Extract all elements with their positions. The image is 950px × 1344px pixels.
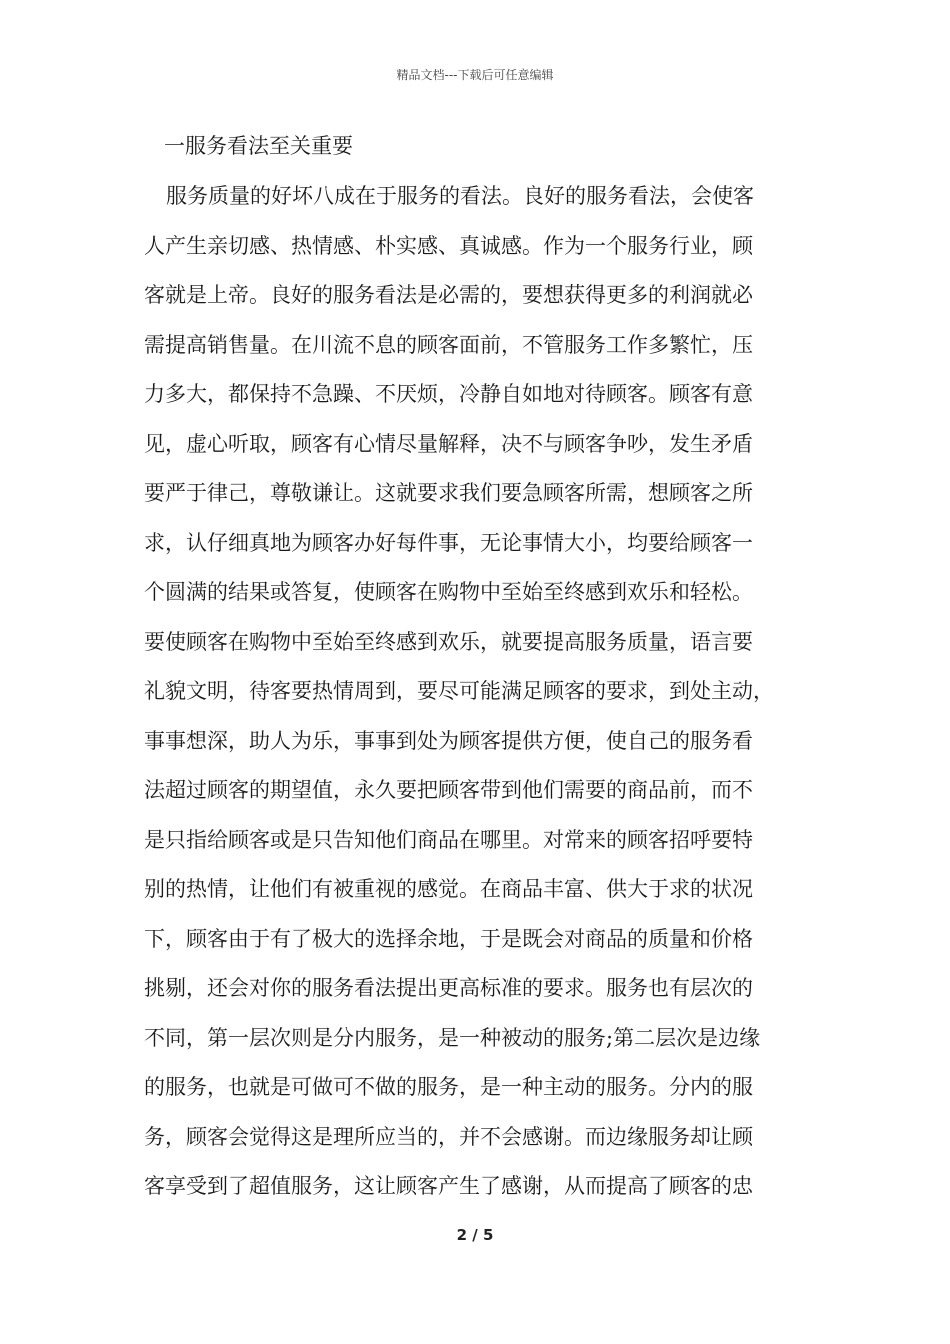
- body-paragraph: [144, 176, 824, 1216]
- text-line: 人产生亲切感、热情感、朴实感、真诚感。作为一个服务行业，顾: [144, 233, 753, 258]
- page-number: 2 / 5: [456, 1226, 494, 1244]
- text-line: 事事想深，助人为乐，事事到处为顾客提供方便，使自己的服务看: [144, 728, 753, 753]
- text-line: 挑剔，还会对你的服务看法提出更高标准的要求。服务也有层次的: [144, 976, 753, 1000]
- text-line: 是只指给顾客或是只告知他们商品在哪里。对常来的顾客招呼要特: [144, 827, 753, 852]
- text-line: 求，认仔细真地为顾客办好每件事，无论事情大小，均要给顾客一: [144, 530, 753, 555]
- text-line: 下，顾客由于有了极大的选择余地，于是既会对商品的质量和价格: [144, 926, 753, 951]
- text-line: 服务质量的好坏八成在于服务的看法。良好的服务看法，会使客: [166, 184, 754, 208]
- text-line: 别的热情，让他们有被重视的感觉。在商品丰富、供大于求的状况: [144, 877, 753, 901]
- text-line: 法超过顾客的期望值，永久要把顾客带到他们需要的商品前，而不: [144, 778, 753, 802]
- text-line: 力多大，都保持不急躁、不厌烦，冷静自如地对待顾客。顾客有意: [144, 382, 753, 406]
- text-line: 务，顾客会觉得这是理所应当的，并不会感谢。而边缘服务却让顾: [144, 1124, 753, 1149]
- text-line: 要使顾客在购物中至始至终感到欢乐，就要提高服务质量，语言要: [144, 629, 753, 654]
- text-line: 不同，第一层次则是分内服务，是一种被动的服务;第二层次是边缘: [144, 1025, 761, 1050]
- text-line: 的服务，也就是可做可不做的服务，是一种主动的服务。分内的服: [144, 1075, 753, 1099]
- text-line: 要严于律己，尊敬谦让。这就要求我们要急顾客所需，想顾客之所: [144, 481, 753, 505]
- section-heading: 一服务看法至关重要: [164, 134, 353, 158]
- text-line: 见，虚心听取，顾客有心情尽量解释，决不与顾客争吵，发生矛盾: [144, 431, 753, 456]
- text-line: 礼貌文明，待客要热情周到，要尽可能满足顾客的要求，到处主动，: [144, 679, 774, 703]
- text-line: 客享受到了超值服务，这让顾客产生了感谢，从而提高了顾客的忠: [144, 1174, 753, 1198]
- text-line: 需提高销售量。在川流不息的顾客面前，不管服务工作多繁忙，压: [144, 332, 753, 357]
- text-line: 个圆满的结果或答复，使顾客在购物中至始至终感到欢乐和轻松。: [144, 580, 753, 604]
- document-header: 精品文档---下载后可任意编辑: [396, 68, 554, 82]
- text-line: 客就是上帝。良好的服务看法是必需的，要想获得更多的利润就必: [144, 283, 753, 307]
